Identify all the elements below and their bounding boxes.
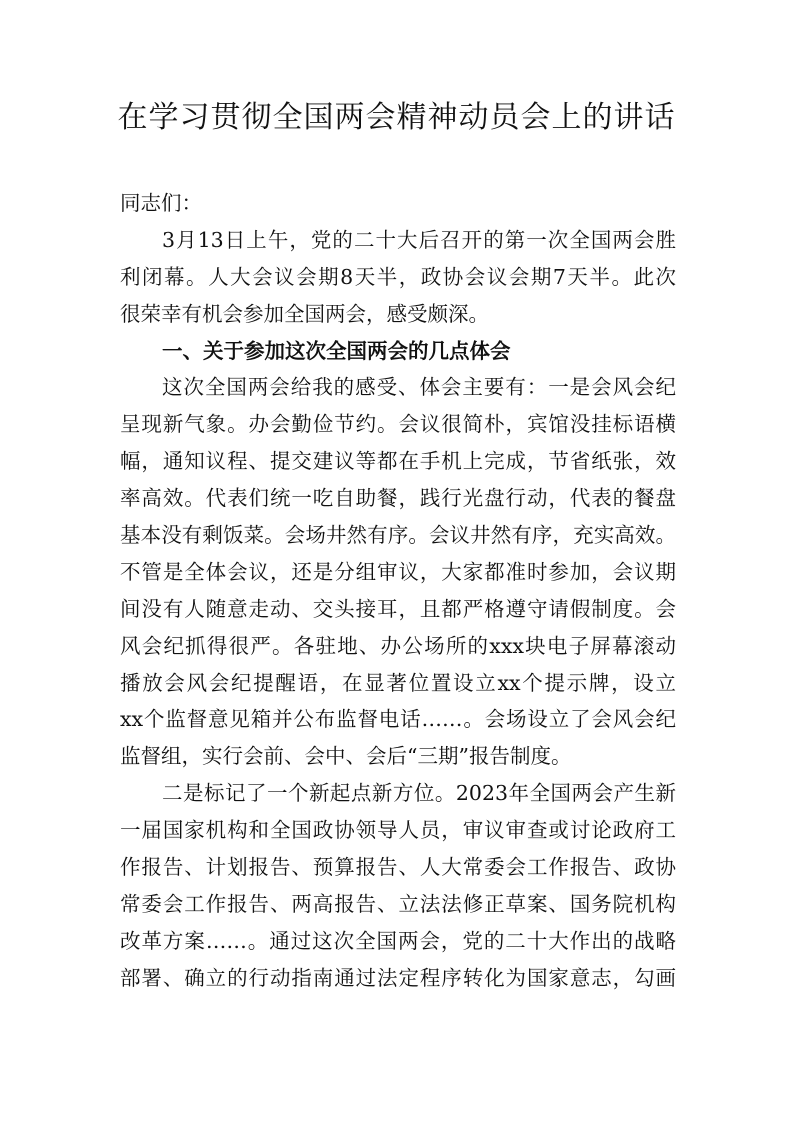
text-line: 这次全国两会给我的感受、体会主要有：一是会风会纪 bbox=[162, 375, 676, 400]
text-line: 很荣幸有机会参加全国两会，感受颇深。 bbox=[120, 301, 489, 326]
text-line: 基本没有剩饭菜。会场井然有序。会议井然有序，充实高效。 bbox=[120, 523, 676, 548]
document-title: 在学习贯彻全国两会精神动员会上的讲话 bbox=[117, 100, 676, 135]
salutation: 同志们： bbox=[120, 191, 202, 215]
text-line: 利闭幕。人大会议会期8天半，政协会议会期7天半。此次 bbox=[120, 264, 676, 289]
text-line: 二是标记了一个新起点新方位。2023年全国两会产生新 bbox=[162, 781, 676, 806]
text-line: 率高效。代表们统一吃自助餐，践行光盘行动，代表的餐盘 bbox=[120, 486, 676, 511]
document-body bbox=[120, 185, 676, 997]
text-line: 监督组，实行会前、会中、会后“三期”报告制度。 bbox=[120, 744, 572, 769]
text-line: 3月13日上午，党的二十大后召开的第一次全国两会胜 bbox=[162, 227, 676, 252]
text-line: 部署、确立的行动指南通过法定程序转化为国家意志，勾画 bbox=[120, 965, 676, 990]
text-line: 间没有人随意走动、交头接耳，且都严格遵守请假制度。会 bbox=[120, 596, 676, 621]
text-line: 风会纪抓得很严。各驻地、办公场所的xxx块电子屏幕滚动 bbox=[120, 633, 676, 658]
text-line: xx个监督意见箱并公布监督电话……。会场设立了会风会纪 bbox=[120, 707, 676, 732]
text-line: 播放会风会纪提醒语，在显著位置设立xx个提示牌，设立 bbox=[120, 670, 676, 695]
text-line: 改革方案……。通过这次全国两会，党的二十大作出的战略 bbox=[120, 928, 676, 953]
text-line: 作报告、计划报告、预算报告、人大常委会工作报告、政协 bbox=[120, 855, 676, 880]
text-line: 幅，通知议程、提交建议等都在手机上完成，节省纸张，效 bbox=[120, 449, 676, 474]
text-line: 呈现新气象。办会勤俭节约。会议很简朴，宾馆没挂标语横 bbox=[120, 412, 676, 437]
text-line: 常委会工作报告、两高报告、立法法修正草案、国务院机构 bbox=[120, 891, 676, 916]
text-line: 一届国家机构和全国政协领导人员，审议审查或讨论政府工 bbox=[120, 818, 676, 843]
text-line: 不管是全体会议，还是分组审议，大家都准时参加，会议期 bbox=[120, 559, 676, 584]
section-heading: 一、关于参加这次全国两会的几点体会 bbox=[162, 338, 511, 363]
